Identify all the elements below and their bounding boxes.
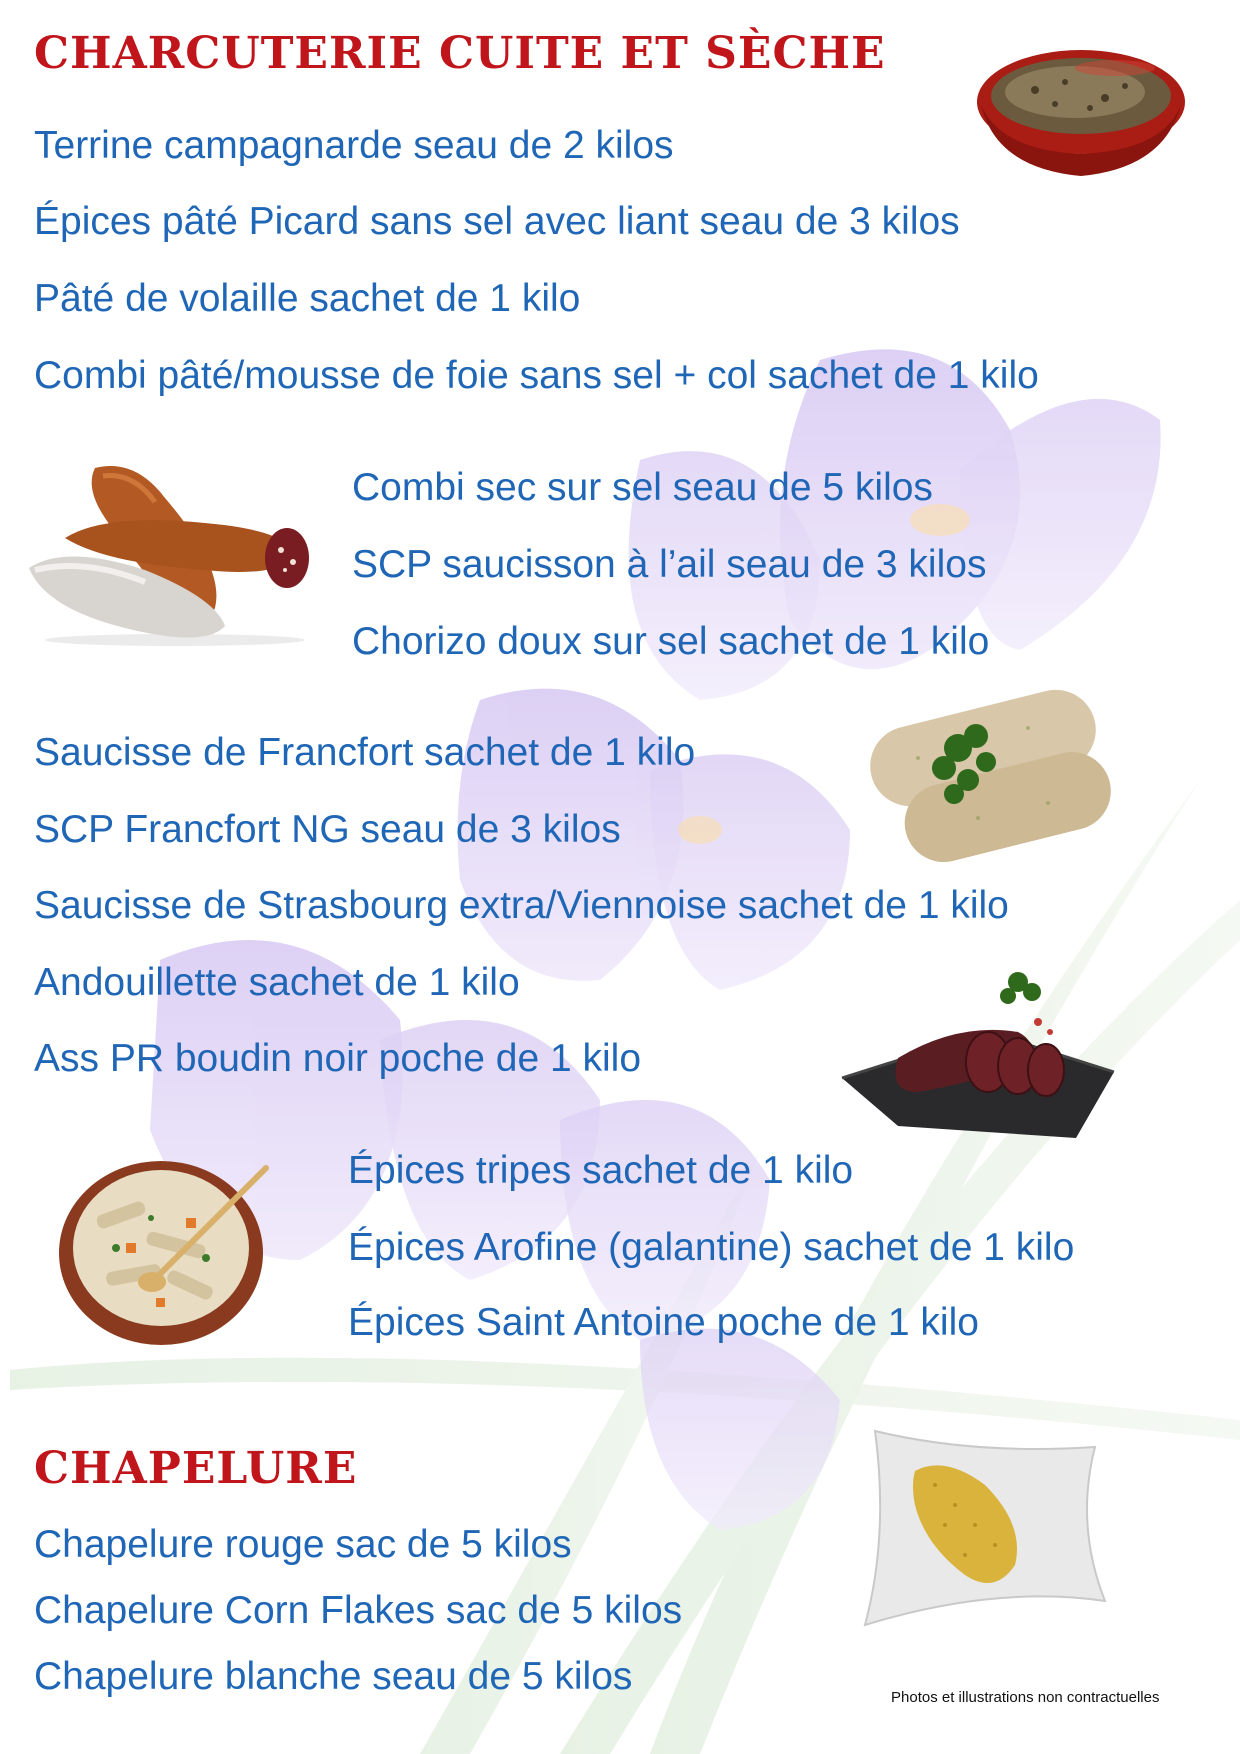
product-item: Saucisse de Strasbourg extra/Viennoise sachet de 1 kilo	[34, 884, 1009, 927]
product-item: Chapelure blanche seau de 5 kilos	[34, 1655, 633, 1698]
product-item: Épices Arofine (galantine) sachet de 1 kilo	[348, 1226, 1075, 1269]
breaded-cutlet-plate-icon	[855, 1425, 1110, 1630]
product-item: Saucisse de Francfort sachet de 1 kilo	[34, 731, 696, 774]
dry-sausages-icon	[25, 458, 327, 648]
product-item: Andouillette sachet de 1 kilo	[34, 961, 520, 1004]
disclaimer-text: Photos et illustrations non contractuelles	[891, 1689, 1160, 1706]
product-item: Épices tripes sachet de 1 kilo	[348, 1149, 854, 1192]
product-item: Combi pâté/mousse de foie sans sel + col sachet de 1 kilo	[34, 354, 1039, 397]
product-item: Ass PR boudin noir poche de 1 kilo	[34, 1037, 642, 1080]
product-item: Épices Saint Antoine poche de 1 kilo	[348, 1301, 979, 1344]
product-item: Combi sec sur sel seau de 5 kilos	[352, 466, 933, 509]
product-item: Pâté de volaille sachet de 1 kilo	[34, 277, 581, 320]
section-heading-chapelure: CHAPELURE	[34, 1443, 358, 1494]
product-item: Chorizo doux sur sel sachet de 1 kilo	[352, 620, 990, 663]
product-item: SCP saucisson à l’ail seau de 3 kilos	[352, 543, 987, 586]
product-item: Chapelure Corn Flakes sac de 5 kilos	[34, 1589, 683, 1632]
product-item: SCP Francfort NG seau de 3 kilos	[34, 808, 621, 851]
section-heading-charcuterie: CHARCUTERIE CUITE ET SÈCHE	[34, 28, 886, 79]
product-item: Terrine campagnarde seau de 2 kilos	[34, 124, 674, 167]
terrine-dish-icon	[975, 38, 1187, 180]
blood-sausage-slate-icon	[838, 962, 1116, 1140]
frankfurter-sausages-icon	[858, 688, 1118, 873]
product-item: Épices pâté Picard sans sel avec liant seau de 3 kilos	[34, 200, 960, 243]
tripe-bowl-icon	[56, 1148, 276, 1348]
product-item: Chapelure rouge sac de 5 kilos	[34, 1523, 572, 1566]
